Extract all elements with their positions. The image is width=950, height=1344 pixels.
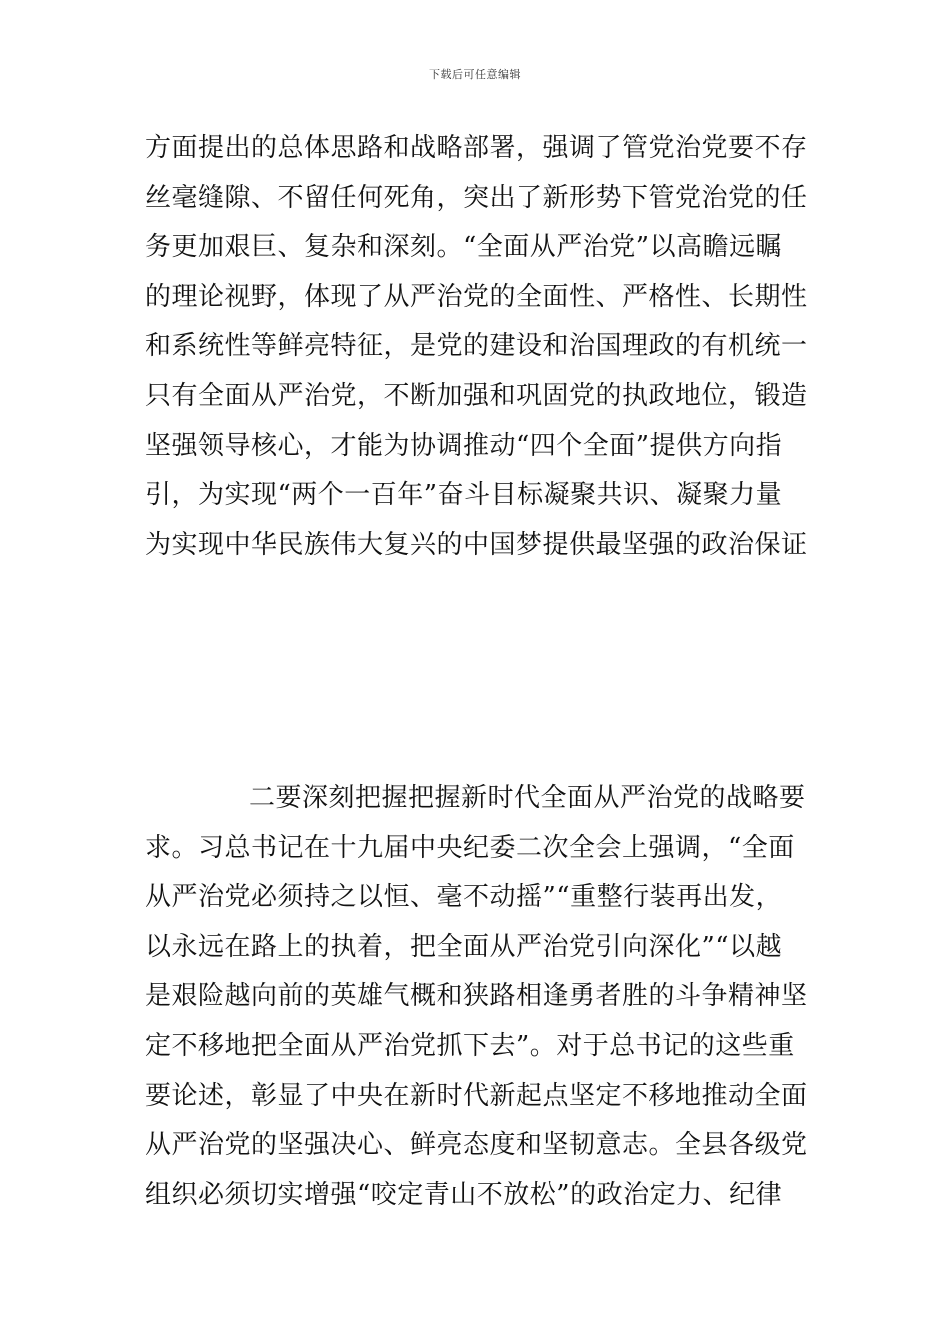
text-line: 要论述，彰显了中央在新时代新起点坚定不移地推动全面 bbox=[145, 1080, 808, 1111]
text-line: 丝毫缝隙、不留任何死角，突出了新形势下管党治党的任 bbox=[145, 182, 808, 213]
text-line: 只有全面从严治党，不断加强和巩固党的执政地位，锻造 bbox=[145, 380, 808, 411]
text-line: 坚强领导核心，才能为协调推动“四个全面”提供方向指 bbox=[145, 430, 783, 461]
text-line: 从严治党必须持之以恒、毫不动摇”“重整行装再出发， bbox=[145, 882, 783, 913]
text-line: 的理论视野，体现了从严治党的全面性、严格性、长期性 bbox=[145, 281, 808, 312]
text-line: 二要深刻把握把握新时代全面从严治党的战略要 bbox=[249, 783, 806, 813]
text-line: 务更加艰巨、复杂和深刻。“全面从严治党”以高瞻远瞩 bbox=[145, 232, 783, 263]
text-line: 求。习总书记在十九届中央纪委二次全会上强调，“全面 bbox=[145, 832, 795, 863]
text-line: 以永远在路上的执着，把全面从严治党引向深化”“以越 bbox=[145, 931, 783, 962]
text-line: 引，为实现“两个一百年”奋斗目标凝聚共识、凝聚力量 bbox=[145, 480, 783, 511]
text-line: 从严治党的坚强决心、鲜亮态度和坚韧意志。全县各级党 bbox=[145, 1130, 808, 1161]
page-header: 下载后可任意编辑 bbox=[429, 68, 521, 81]
paragraph-1 bbox=[145, 124, 815, 570]
text-line: 方面提出的总体思路和战略部署，强调了管党治党要不存 bbox=[145, 133, 808, 163]
text-line: 定不移地把全面从严治党抓下去”。对于总书记的这些重 bbox=[145, 1030, 795, 1061]
paragraph-2 bbox=[145, 774, 815, 1220]
text-line: 是艰险越向前的英雄气概和狭路相逢勇者胜的斗争精神坚 bbox=[145, 981, 808, 1012]
text-line: 组织必须切实增强“咬定青山不放松”的政治定力、纪律 bbox=[145, 1179, 783, 1210]
text-line: 为实现中华民族伟大复兴的中国梦提供最坚强的政治保证 bbox=[145, 529, 808, 560]
text-line: 和系统性等鲜亮特征，是党的建设和治国理政的有机统一 bbox=[145, 331, 808, 362]
